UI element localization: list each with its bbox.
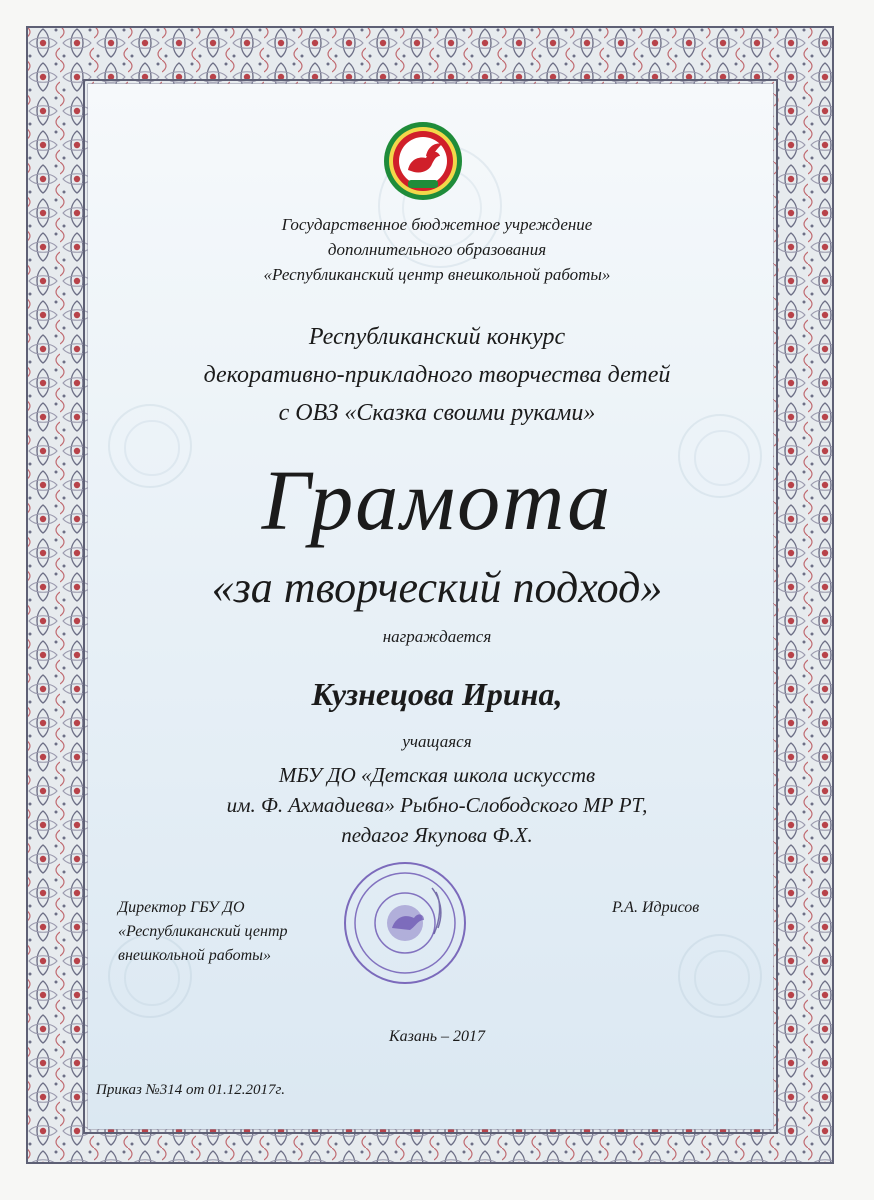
organization-line-2: дополнительного образования [327, 240, 547, 259]
city-year: Казань – 2017 [388, 1028, 486, 1045]
school-line-2: им. Ф. Ахмадиева» Рыбно-Слободского МР РТ, [226, 793, 648, 817]
signer-name: Р.А. Идрисов [612, 899, 700, 916]
school-block [0, 760, 874, 850]
director-line-3: внешкольной работы» [118, 947, 271, 964]
order-number: Приказ №314 от 01.12.2017г. [96, 1082, 285, 1098]
director-line-1: Директор ГБУ ДО [118, 899, 245, 916]
organization-block [0, 212, 874, 287]
organization-line-3: «Республиканский центр внешкольной работы» [263, 265, 611, 284]
organization-line-1: Государственное бюджетное учреждение [281, 215, 593, 234]
director-line-2: «Республиканский центр [118, 923, 288, 940]
tatarstan-emblem-icon [382, 120, 464, 202]
official-stamp-icon [340, 858, 470, 988]
contest-line-1: Республиканский конкурс [308, 324, 566, 350]
contest-block [0, 318, 874, 432]
director-block [118, 896, 288, 968]
recipient-name: Кузнецова Ирина, [311, 676, 563, 712]
certificate-title: Грамота [261, 452, 613, 548]
recipient-role: учащаяся [402, 732, 472, 751]
school-line-3: педагог Якупова Ф.Х. [341, 823, 533, 847]
contest-line-2: декоративно-прикладного творчества детей [203, 362, 671, 388]
contest-line-3: с ОВЗ «Сказка своими руками» [278, 400, 596, 426]
awarded-label: награждается [382, 627, 492, 646]
school-line-1: МБУ ДО «Детская школа искусств [278, 763, 596, 787]
nomination: «за творческий подход» [211, 563, 663, 612]
